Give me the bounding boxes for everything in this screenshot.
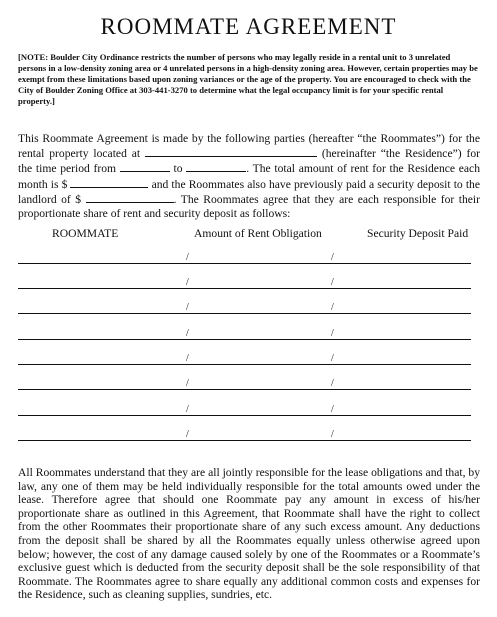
row-separator: / — [186, 353, 189, 364]
intro-text-1: This Roommate Agreement is made by the following parties (hereafter “the Roommates”) for the rental property located at — [18, 132, 480, 161]
row-line — [18, 313, 471, 314]
row-end: . — [469, 282, 471, 291]
security-deposit-blank[interactable] — [86, 192, 174, 203]
row-separator: / — [186, 404, 189, 415]
row-separator: / — [331, 378, 334, 389]
row-end: . — [469, 383, 471, 392]
row-separator: / — [331, 277, 334, 288]
roommate-row[interactable] — [18, 328, 471, 340]
roommate-row[interactable] — [18, 378, 471, 390]
roommate-row[interactable] — [18, 429, 471, 441]
row-separator: / — [331, 328, 334, 339]
intro-paragraph — [18, 132, 480, 221]
zoning-note: [NOTE: Boulder City Ordinance restricts the number of persons who may legally reside in a rental unit to 3 unrelated persons in a low-density zoning area or 4 unrelated persons in a high-density zoning area. However, certain properties may be exempt from these limitations based upon zoning variances or the age of the property. You are encouraged to check with the City of Boulder Zoning Office at 303-441-3270 to determine what the legal occupancy limit is for your specific rental property.] — [18, 52, 478, 106]
column-header-roommate: ROOMMATE — [52, 227, 119, 240]
row-line — [18, 339, 471, 340]
row-separator: / — [331, 252, 334, 263]
row-end: . — [469, 409, 471, 418]
roommate-row[interactable] — [18, 302, 471, 314]
monthly-rent-blank[interactable] — [70, 177, 148, 188]
document-title: ROOMMATE AGREEMENT — [100, 14, 397, 39]
row-line — [18, 389, 471, 390]
row-separator: / — [331, 353, 334, 364]
end-date-blank[interactable] — [186, 161, 246, 172]
roommate-row[interactable] — [18, 277, 471, 289]
property-address-blank[interactable] — [145, 146, 317, 157]
row-separator: / — [331, 429, 334, 440]
row-end: . — [469, 257, 471, 266]
row-line — [18, 288, 471, 289]
column-header-deposit: Security Deposit Paid — [367, 227, 469, 240]
row-end: . — [469, 307, 471, 316]
intro-text-2: (hereinafter “the Residence”) for the time period from — [18, 147, 480, 176]
intro-text-6: . The Roommates agree that they are each responsible for their proportionate share of rent and security deposit as follows: — [18, 192, 480, 221]
row-separator: / — [186, 328, 189, 339]
row-end: . — [469, 333, 471, 342]
row-line — [18, 263, 471, 264]
row-end: . — [469, 358, 471, 367]
roommate-row[interactable] — [18, 353, 471, 365]
row-separator: / — [186, 252, 189, 263]
row-end: . — [469, 434, 471, 443]
row-line — [18, 440, 471, 441]
row-separator: / — [331, 404, 334, 415]
row-separator: / — [186, 378, 189, 389]
start-date-blank[interactable] — [120, 161, 170, 172]
intro-text-5: and the Roommates also have previously paid a security deposit to the landlord of $ — [18, 177, 480, 206]
roommate-row[interactable] — [18, 252, 471, 264]
intro-text-3: to — [173, 162, 183, 176]
column-header-rent: Amount of Rent Obligation — [194, 227, 322, 240]
row-separator: / — [186, 302, 189, 313]
row-separator: / — [186, 429, 189, 440]
intro-text-4: . The total amount of rent for the Residence each month is $ — [18, 162, 480, 191]
closing-paragraph: All Roommates understand that they are all jointly responsible for the lease obligations and that, by law, any one of them may be held individually responsible for the total amounts owed under the lease. Therefore agree that should one Roommate pay any amount in excess of his/her proportionate share as outlined in this Agreement, that Roommate shall have the right to collect from the other Roommates their proportionate share of any such excess amount. Any deductions from the deposit shall be shared by all the Roommates equally unless otherwise agreed upon below; however, the cost of any damage caused solely by one of the Roommates or a Roommate’s exclusive guest which is deducted from the security deposit shall be the sole responsibility of that Roommate. The Roommates agree to share equally any additional common costs and expenses for the Residence, such as cleaning supplies, sundries, etc. — [18, 466, 480, 602]
row-separator: / — [186, 277, 189, 288]
roommate-row[interactable] — [18, 404, 471, 416]
row-line — [18, 364, 471, 365]
row-separator: / — [331, 302, 334, 313]
row-line — [18, 415, 471, 416]
